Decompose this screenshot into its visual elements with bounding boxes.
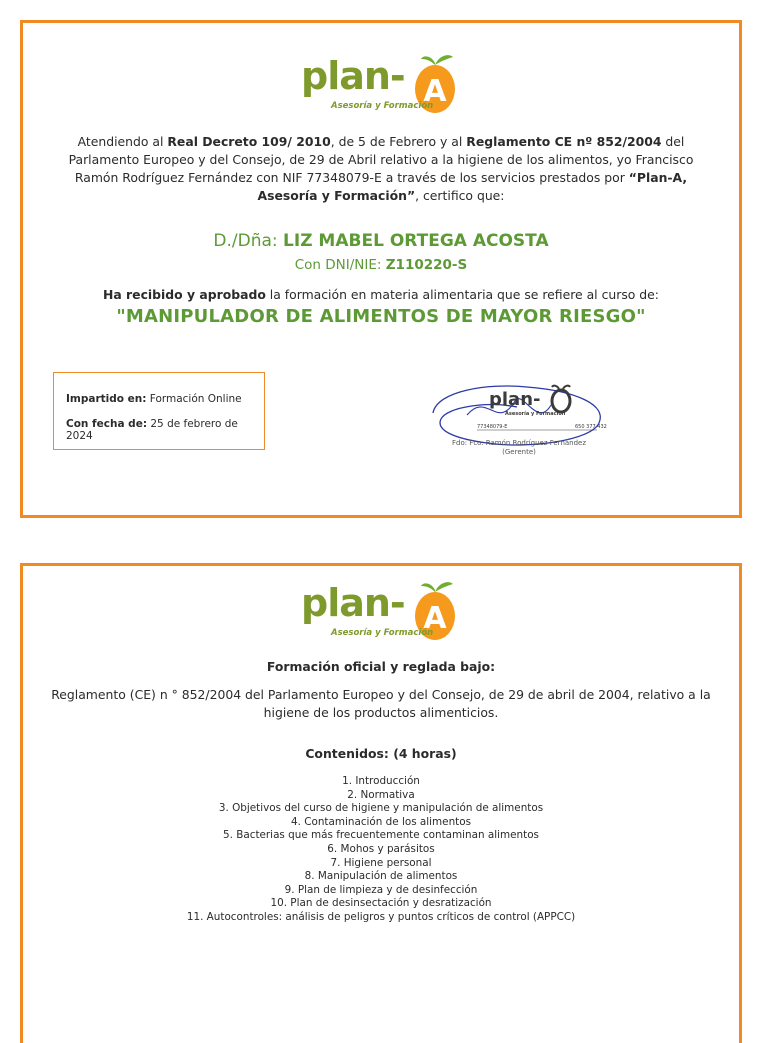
recipient-name: D./Dña: LIZ MABEL ORTEGA ACOSTA [213,231,549,251]
stamp-nif: 77348079-E [477,424,508,430]
recipient-dni: Con DNI/NIE: Z110220-S [294,257,468,273]
official-training-heading: Formación oficial y reglada bajo: [266,659,496,674]
logo-brand-text: plan- [301,581,405,625]
stamp-subtitle: Asesoría y Formación [505,411,566,417]
date-row: Con fecha de: 25 de febrero de 2024 [66,418,238,442]
certificate-back-card [20,563,742,1043]
real-decreto: Real Decreto 109/ 2010 [167,134,331,149]
list-item: 3. Objetivos del curso de higiene y manipulación de alimentos [218,802,544,815]
logo-letter: A [423,601,447,636]
list-item: 7. Higiene personal [330,856,432,869]
provider-name: “Plan-A, Asesoría y Formación” [257,170,688,203]
list-item: 2. Normativa [347,788,415,801]
contents-list [23,775,739,925]
plan-a-logo-back [301,578,461,648]
imparted-row: Impartido en: Formación Online [66,393,242,405]
logo-subtitle: Asesoría y Formación [331,101,434,111]
reglamento-ce: Reglamento CE nº 852/2004 [466,134,662,149]
list-item: 6. Mohos y parásitos [327,842,435,855]
intro-paragraph: Atendiendo al Real Decreto 109/ 2010, de 5 de Febrero y al Reglamento CE nº 852/2004 del Parlamento Europeo y del Consejo, de 29 de Abril relativo a la higiene de los alimentos, yo Francisco Ramón Rodríguez Fernández con NIF 77348079-E a través de los servicios prestados por “Plan-A, Asesoría y Formación”, certifico que: [68,134,694,203]
certificate-card [20,20,742,518]
list-item: 11. Autocontroles: análisis de peligros y puntos críticos de control (APPCC) [186,910,576,923]
list-item: 1. Introducción [342,775,420,787]
signer-name: Fdo: Fco. Ramón Rodríguez Fernández [451,439,587,447]
stamp-brand: plan- [489,389,541,410]
signer-role: (Gerente) [502,448,536,456]
logo-letter: A [423,74,447,109]
course-info-box [53,372,265,450]
logo-subtitle: Asesoría y Formación [331,628,434,638]
received-statement: Ha recibido y aprobado la formación en materia alimentaria que se refiere al curso de: [103,287,659,302]
signature-caption [427,439,611,457]
regulation-text: Reglamento (CE) n ° 852/2004 del Parlamento Europeo y del Consejo, de 29 de abril de 2004, relativo a la higiene de los productos alimenticios. [51,687,711,720]
logo-brand-text: plan- [301,54,405,98]
list-item: 8. Manipulación de alimentos [304,870,458,883]
stamp-phone: 650 377 432 [575,424,607,430]
plan-a-logo [301,51,461,121]
course-title: "MANIPULADOR DE ALIMENTOS DE MAYOR RIESGO" [116,306,646,327]
list-item: 9. Plan de limpieza y de desinfección [284,883,478,896]
list-item: 5. Bacterias que más frecuentemente contaminan alimentos [223,829,539,842]
contents-title: Contenidos: (4 horas) [305,746,457,761]
list-item: 10. Plan de desinsectación y desratización [270,897,492,910]
list-item: 4. Contaminación de los alimentos [291,815,471,828]
